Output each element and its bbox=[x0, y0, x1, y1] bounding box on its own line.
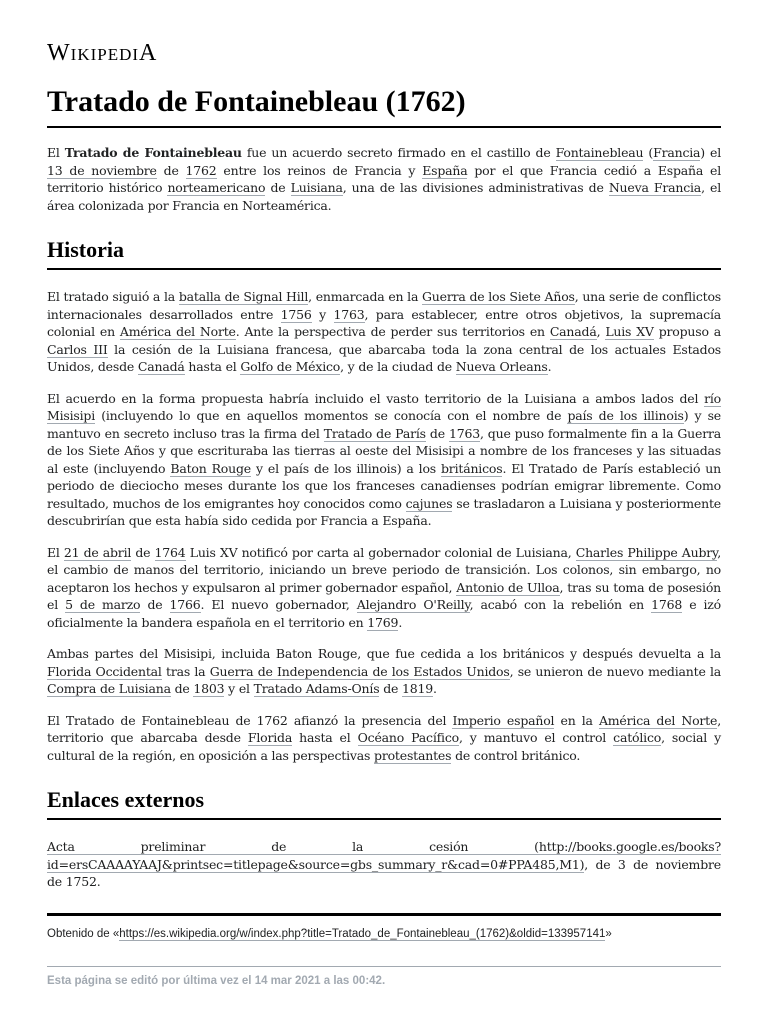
section-paragraph bbox=[47, 544, 721, 632]
text-run: de bbox=[425, 425, 449, 441]
wiki-link[interactable]: Alejandro O'Reilly bbox=[356, 597, 470, 612]
footer-thin-divider bbox=[47, 966, 721, 967]
text-run: Luis XV notificó por carta al gobernador colonial de Luisiana, bbox=[185, 544, 576, 560]
text-run: y bbox=[311, 306, 334, 322]
wiki-link[interactable]: Tratado de París bbox=[323, 425, 426, 441]
text-run: Ambas partes del Misisipi, incluida Baton Rouge, que fue cedida a los británicos y después devuelta a la bbox=[47, 646, 721, 661]
text-run: , y mantuvo el control bbox=[458, 730, 614, 745]
wiki-link[interactable]: país de los illinois bbox=[567, 408, 684, 423]
text-run: . bbox=[547, 359, 552, 374]
text-run: . El nuevo gobernador, bbox=[200, 597, 357, 612]
text-run: entre los reinos de Francia y bbox=[216, 162, 423, 178]
wiki-link[interactable]: 1762 bbox=[185, 162, 217, 178]
section-paragraph bbox=[47, 712, 721, 765]
wiki-link[interactable]: 1768 bbox=[651, 597, 683, 612]
wiki-link[interactable]: Océano Pacífico bbox=[357, 730, 459, 745]
text-run: , tras su toma de posesión el bbox=[47, 579, 721, 612]
wiki-link[interactable]: británicos bbox=[441, 460, 503, 476]
text-run: (incluyendo lo que en aquellos momentos se conocía con el nombre de bbox=[95, 408, 568, 423]
wiki-link[interactable]: Baton Rouge bbox=[170, 460, 251, 476]
wiki-link[interactable]: Charles Philippe Aubry bbox=[575, 544, 718, 560]
wiki-link[interactable]: 1756 bbox=[280, 306, 312, 322]
wiki-link[interactable]: Imperio español bbox=[452, 712, 555, 728]
text-run: fue un acuerdo secreto firmado en el castillo de bbox=[241, 145, 556, 160]
text-run: , enmarcada en la bbox=[308, 289, 423, 304]
text-run: . bbox=[432, 681, 437, 696]
text-run: hasta el bbox=[292, 730, 358, 745]
wiki-link[interactable]: 13 de noviembre bbox=[47, 162, 157, 178]
wiki-link[interactable]: Florida bbox=[247, 730, 293, 745]
text-run: tras la bbox=[161, 663, 210, 679]
wiki-link[interactable]: cajunes bbox=[405, 495, 453, 511]
wiki-link[interactable]: Nueva Francia bbox=[608, 180, 702, 195]
wiki-link[interactable]: 1803 bbox=[193, 681, 225, 696]
text-run: , el área colonizada por Francia en Norteamérica. bbox=[47, 180, 721, 213]
section-paragraph bbox=[47, 390, 721, 530]
wiki-link[interactable]: Canadá bbox=[549, 324, 597, 339]
text-run: y el país de los illinois) a los bbox=[250, 460, 441, 476]
text-run: El bbox=[47, 145, 65, 160]
wiki-link[interactable]: Guerra de los Siete Años bbox=[422, 289, 575, 304]
text-run: , para establecer, entre otros objetivos, la supremacía colonial en bbox=[47, 306, 721, 339]
wiki-link[interactable]: Luis XV bbox=[605, 324, 654, 339]
text-run: , bbox=[596, 324, 606, 339]
wiki-link[interactable]: 1766 bbox=[169, 597, 201, 612]
section-paragraph bbox=[47, 645, 721, 698]
text-run: ) el bbox=[700, 145, 722, 160]
retrieved-from: Obtenido de «https://es.wikipedia.org/w/index.php?title=Tratado_de_Fontainebleau_(1762)&oldid=133957141» bbox=[47, 927, 612, 940]
section-paragraph bbox=[47, 838, 721, 891]
wiki-link[interactable]: Compra de Luisiana bbox=[47, 681, 171, 696]
wiki-link[interactable]: Carlos III bbox=[47, 341, 108, 357]
wiki-link[interactable]: 1763 bbox=[333, 306, 365, 322]
text-run: ) y se mantuvo en secreto incluso tras la firma del bbox=[47, 408, 721, 441]
permanent-link[interactable]: https://es.wikipedia.org/w/index.php?title=Tratado_de_Fontainebleau_(1762)&oldid=133957141 bbox=[119, 927, 606, 940]
wiki-link[interactable]: Antonio de Ulloa bbox=[456, 579, 560, 595]
text-run: , el cambio de manos del territorio, iniciando un breve periodo de transición. Los colonos, sin embargo, no aceptaron los hechos y expulsaron al primer gobernador español, bbox=[47, 544, 722, 595]
wiki-link[interactable]: Florida Occidental bbox=[47, 663, 162, 679]
wiki-link[interactable]: España bbox=[422, 162, 468, 178]
wiki-link[interactable]: América del Norte bbox=[119, 324, 236, 339]
section-paragraph bbox=[47, 288, 721, 376]
text-run: . bbox=[398, 614, 403, 630]
text-run: de control británico. bbox=[451, 747, 581, 763]
text-run: de bbox=[170, 681, 194, 696]
text-run: en la bbox=[554, 712, 599, 728]
wiki-link[interactable]: 21 de abril bbox=[63, 544, 132, 560]
wikipedia-logo[interactable]: WIKIPEDIA bbox=[47, 40, 158, 66]
text-run: . El Tratado de París estableció un periodo de dieciocho meses durante los que los franceses canadienses podrían emigrar libremente. Como resultado, muchos de los emigrantes hoy conocidos como bbox=[47, 460, 721, 511]
text-run: , social y cultural de la región, en oposición a las perspectivas bbox=[47, 730, 721, 763]
text-run: ( bbox=[643, 145, 654, 160]
text-run: de bbox=[156, 162, 186, 178]
wiki-link[interactable]: Guerra de Independencia de los Estados Unidos bbox=[209, 663, 510, 679]
text-run: se trasladaron a Luisiana y posteriormente descubrirían que esta había sido cedida por Francia a España. bbox=[47, 495, 721, 528]
last-edited-notice: Esta página se editó por última vez el 14 mar 2021 a las 00:42. bbox=[47, 974, 386, 987]
text-run: de bbox=[140, 597, 170, 612]
text-run: hasta el bbox=[184, 359, 241, 374]
wiki-link[interactable]: Tratado Adams-Onís bbox=[253, 681, 380, 696]
text-run: de bbox=[265, 180, 291, 195]
bold-term: Tratado de Fontainebleau bbox=[64, 145, 242, 160]
text-run: El bbox=[47, 544, 64, 560]
text-run: de bbox=[379, 681, 402, 696]
wiki-link[interactable]: Luisiana bbox=[290, 180, 343, 195]
wiki-link[interactable]: Francia bbox=[653, 145, 701, 160]
section-heading: Historia bbox=[47, 236, 721, 270]
wiki-link[interactable]: 1769 bbox=[367, 614, 399, 630]
text-run: de bbox=[131, 544, 155, 560]
intro-paragraph bbox=[47, 144, 721, 214]
text-run: por el que Francia cedió a España el territorio histórico bbox=[47, 162, 722, 195]
wiki-link[interactable]: batalla de Signal Hill bbox=[178, 289, 309, 304]
wiki-link[interactable]: 5 de marzo bbox=[65, 597, 141, 612]
page-title: Tratado de Fontainebleau (1762) bbox=[47, 84, 721, 128]
text-run: , se unieron de nuevo mediante la bbox=[509, 663, 722, 679]
text-run: , de 3 de noviembre de 1752. bbox=[47, 856, 721, 889]
wiki-link[interactable]: 1764 bbox=[154, 544, 186, 560]
wiki-link[interactable]: 1763 bbox=[448, 425, 480, 441]
text-run: e izó oficialmente la bandera española en el territorio en bbox=[47, 597, 721, 630]
text-run: El Tratado de Fontainebleau de 1762 afianzó la presencia del bbox=[47, 712, 453, 728]
wiki-link[interactable]: norteamericano bbox=[167, 180, 266, 195]
wiki-link[interactable]: 1819 bbox=[401, 681, 433, 696]
text-run: , acabó con la rebelión en bbox=[469, 597, 652, 612]
wiki-link[interactable]: América del Norte bbox=[598, 712, 718, 728]
wiki-link[interactable]: Acta preliminar de la cesión (http://books.google.es/books?id=ersCAAAAYAAJ&printsec=titlepage&source=gbs_summary_r&cad=0#PPA485,M1) bbox=[47, 839, 721, 872]
text-run: . Ante la perspectiva de perder sus territorios en bbox=[235, 324, 550, 339]
text-run: , una de las divisiones administrativas de bbox=[342, 180, 609, 195]
text-run: , territorio que abarcaba desde bbox=[47, 712, 721, 745]
footer-divider bbox=[47, 913, 721, 916]
text-run: la cesión de la Luisiana francesa, que abarcaba toda la zona central de los actuales Estados Unidos, desde bbox=[47, 341, 721, 374]
article-page bbox=[47, 38, 721, 987]
text-run: y el bbox=[224, 681, 254, 696]
text-run: , una serie de conflictos internacionales desarrollados entre bbox=[47, 289, 721, 322]
article-sections bbox=[47, 236, 721, 891]
section-heading: Enlaces externos bbox=[47, 786, 721, 820]
wiki-link[interactable]: católico bbox=[613, 730, 662, 745]
wiki-link[interactable]: protestantes bbox=[374, 747, 452, 763]
wiki-link[interactable]: Fontainebleau bbox=[555, 145, 644, 160]
text-run: El acuerdo en la forma propuesta habría incluido el vasto territorio de la Luisiana a ambos lados del bbox=[47, 390, 705, 406]
text-run: propuso a bbox=[653, 324, 721, 339]
text-run: El tratado siguió a la bbox=[47, 289, 179, 304]
wiki-link[interactable]: río Misisipi bbox=[47, 390, 721, 423]
wiki-link[interactable]: Nueva Orleans bbox=[455, 359, 548, 374]
text-run: , que puso formalmente fin a la Guerra de los Siete Años y que escrituraba las tierras al oeste del Misisipi a nombre de los franceses y las situadas al este (incluyendo bbox=[47, 425, 722, 476]
wiki-link[interactable]: Canadá bbox=[137, 359, 185, 374]
text-run: , y de la ciudad de bbox=[340, 359, 456, 374]
wiki-link[interactable]: Golfo de México bbox=[240, 359, 341, 374]
